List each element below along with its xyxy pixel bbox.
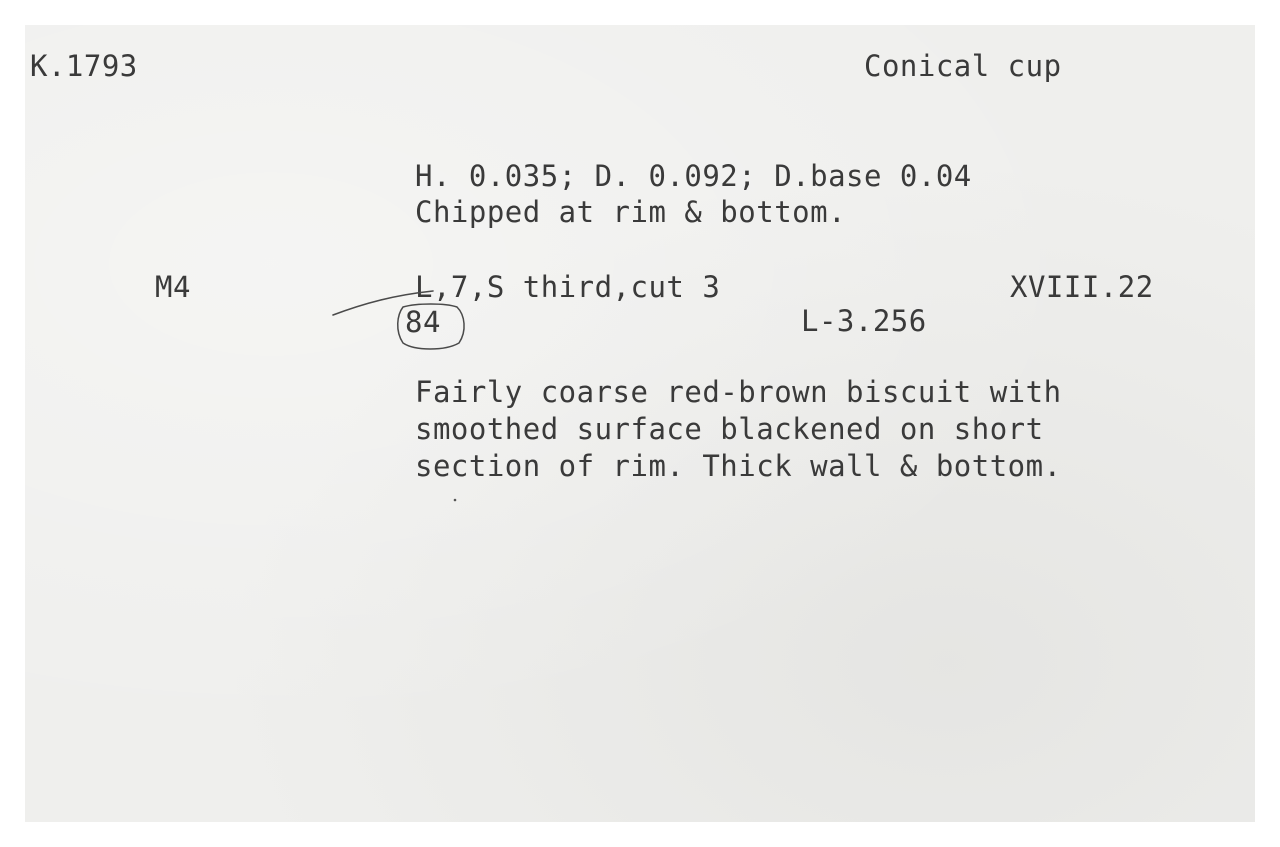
marginal-code: M4 [155, 270, 191, 304]
pen-dot [454, 499, 457, 502]
condition-line: Chipped at rim & bottom. [415, 195, 847, 229]
index-card [25, 25, 1255, 822]
description-line: section of rim. Thick wall & bottom. [415, 449, 1062, 483]
description-line: Fairly coarse red-brown biscuit with [415, 375, 1062, 409]
description-line: smoothed surface blackened on short [415, 412, 1044, 446]
circled-number: 84 [405, 305, 441, 339]
l-number: L-3.256 [801, 304, 927, 338]
catalogue-number: K.1793 [30, 49, 138, 83]
object-type: Conical cup [864, 49, 1062, 83]
reference-number: XVIII.22 [1010, 270, 1154, 304]
findspot-line: L,7,S third,cut 3 [415, 270, 721, 304]
dimensions-line: H. 0.035; D. 0.092; D.base 0.04 [415, 159, 972, 193]
